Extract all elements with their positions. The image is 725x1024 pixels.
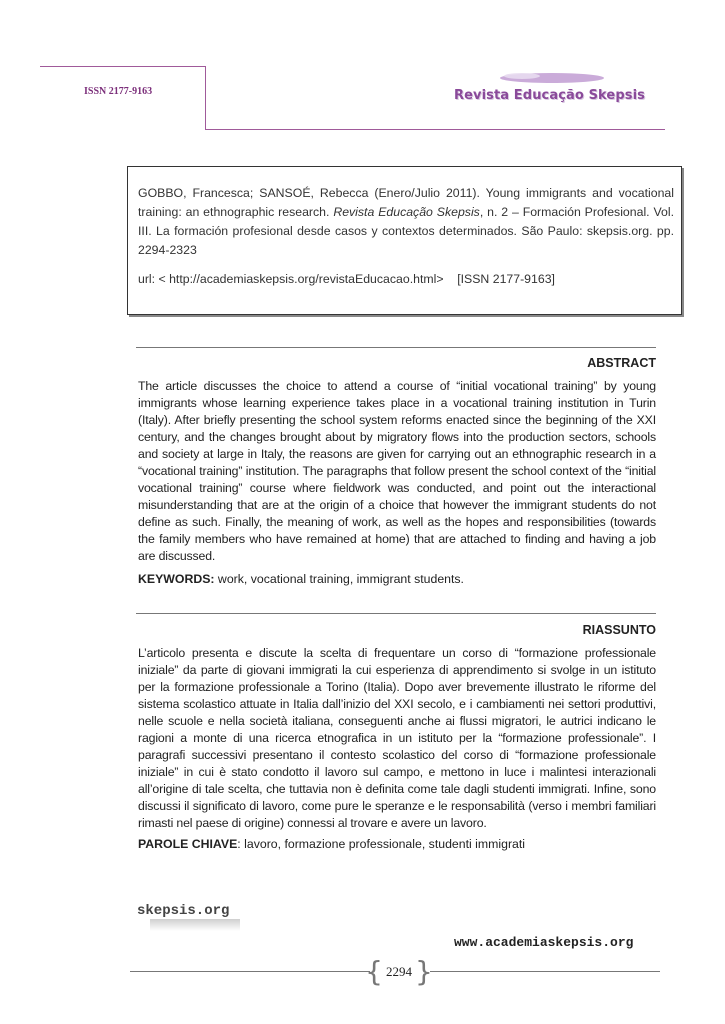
abstract-keywords — [138, 572, 656, 586]
bracket-left-icon: { — [365, 955, 383, 988]
page-number: 2294 — [386, 964, 412, 979]
footer-website-link[interactable]: www.academiaskepsis.org — [454, 935, 634, 950]
citation-url[interactable]: url: < http://academiaskepsis.org/revistaEducacao.html> [ISSN 2177-9163] — [138, 272, 555, 286]
citation-journal-name: Revista Educação Skepsis — [333, 205, 480, 219]
keywords-list: work, vocational training, immigrant students. — [214, 572, 464, 586]
header-rule-top — [40, 66, 206, 67]
footer-rule-right — [430, 971, 660, 972]
page-number-box — [365, 955, 433, 988]
abstract-body: The article discusses the choice to attend a course of “initial vocational training” by young immigrants whose learning experience takes place in a vocational training institution in Turin (Italy). After briefly presenting the school system reforms enacted since the beginning of the XXI century, and the changes brought about by migratory flows into the production sectors, schools and society at large in Italy, the reasons are given for carrying out an ethnographic research in a “vocational training” institution. The paragraphs that follow present the school context of the “initial vocational training” course where fieldwork was conducted, and point out the interactional misunderstanding that are at the origin of a choice that however the immigrant students do not define as such. Finally, the meaning of work, as well as the hopes and responsibilities (towards the family members who have remained at home) that are attached to finding and having a job are discussed. — [138, 379, 656, 563]
parole-chiave-list: : lavoro, formazione professionale, studenti immigrati — [237, 837, 526, 851]
journal-logo-swoosh — [452, 62, 657, 112]
riassunto-heading: RIASSUNTO — [582, 623, 656, 637]
parole-chiave-label: PAROLE CHIAVE — [138, 837, 238, 851]
riassunto-divider — [136, 613, 656, 614]
footer-rule-left — [130, 971, 370, 972]
bracket-right-icon: } — [415, 955, 433, 988]
skepsis-logo: skepsis.org — [137, 903, 230, 919]
issn-label: ISSN 2177-9163 — [84, 86, 153, 97]
keywords-label: KEYWORDS: — [138, 572, 215, 586]
abstract-heading: ABSTRACT — [587, 356, 656, 370]
skepsis-logo-shadow — [150, 919, 240, 931]
riassunto-body: L’articolo presenta e discute la scelta di frequentare un corso di “formazione professionale iniziale” da parte di giovani immigrati la cui esperienza di apprendimento si svolge in un istituto per la formazione professionale a Torino (Italia). Dopo aver brevemente illustrato le riforme del sistema scolastico attuate in Italia dall’inizio del XXI secolo, e i cambiamenti nei settori produttivi, nelle scuole e nella società italiana, conseguenti anche ai flussi migratori, le autrici indicano le ragioni a monte di una ricerca etnografica in un istituto per la “formazione professionale”. I paragrafi successivi presentano il contesto scolastico del corso di “formazione professionale iniziale” in cui è stato condotto il lavoro sul campo, e mettono in luce i malintesi interazionali all’origine di tale scelta, che tuttavia non è definita come tale dagli studenti immigrati. Infine, sono discussi il significato di lavoro, come pure le speranze e le responsabilità (verso i membri familiari rimasti nel paese di origine) connessi al trovare e avere un lavoro. — [138, 646, 656, 830]
riassunto-keywords — [138, 837, 656, 851]
citation-reference — [138, 184, 674, 260]
citation-text-part1: GOBBO, Francesca; SANSOÉ, Rebecca (Enero/Julio 2011). Young immigrants and vocational training: an ethnographic research. — [138, 186, 674, 219]
citation-text-part2: , n. 2 – Formación Profesional. Vol. III. La formación profesional desde casos y contextos determinados. São Paulo: skepsis.org. pp. 2294-2323 — [138, 205, 674, 257]
journal-title: Revista Educação Skepsis — [454, 88, 645, 103]
header-rule-vertical — [205, 66, 206, 130]
abstract-divider — [136, 347, 656, 348]
header-rule-bottom — [205, 129, 665, 130]
